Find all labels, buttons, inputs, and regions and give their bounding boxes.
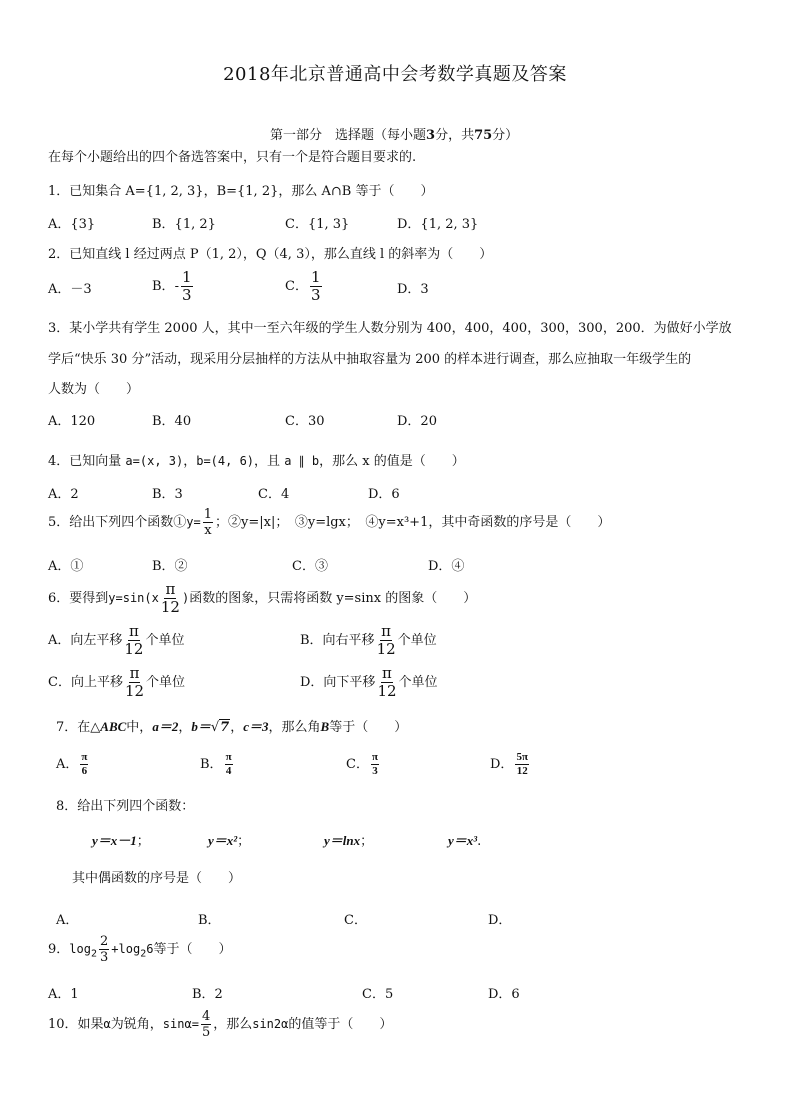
q8-stem: 8．给出下列四个函数： — [56, 799, 195, 814]
q6-a-pi: π — [129, 622, 139, 640]
q10-sin: sinα — [162, 1017, 192, 1031]
q6-b-fraction — [377, 624, 396, 657]
q9-log1: log — [69, 942, 91, 956]
q6-c-denominator: 12 — [124, 682, 145, 700]
q2-b-numerator: 1 — [181, 268, 192, 286]
section-points-each: 3 — [426, 128, 436, 143]
q7-a-numerator: π — [81, 751, 88, 763]
q8-f3: y＝lnx — [324, 833, 361, 848]
q8-option-d: D． — [488, 913, 512, 928]
q8-function-3 — [324, 830, 373, 849]
q3-stem-line1: 3．某小学共有学生 2000 人，其中一至六年级的学生人数分别为 400，400，400，300，300，200．为做好小学放 — [48, 321, 732, 336]
q7-triangle: ABC — [100, 719, 127, 734]
q6-pre: 6．要得到 — [48, 591, 109, 606]
q7-d-fraction — [515, 752, 529, 777]
q3-option-a: A．120 — [48, 414, 96, 429]
q4-option-d: D．6 — [368, 487, 400, 502]
q7-b-label: B． — [200, 757, 223, 772]
q5-option-d: D．④ — [428, 559, 465, 574]
q8-f3-semi: ； — [360, 834, 374, 849]
q4-stem — [48, 450, 465, 469]
q6-option-c — [48, 666, 185, 699]
q9-base2: 2 — [140, 948, 147, 960]
q2-option-c-fraction — [310, 270, 322, 303]
q6-a-unit: 个单位 — [145, 633, 185, 648]
q6-c-label: C．向上平移 — [48, 675, 123, 690]
q8-function-1 — [92, 830, 150, 849]
q9-numerator: 2 — [100, 934, 109, 949]
section-mid: 分，共 — [435, 128, 475, 143]
q9-option-d: D．6 — [488, 987, 520, 1002]
q6-option-d — [300, 666, 438, 699]
q7-b-fraction — [225, 752, 233, 777]
q6-b-unit: 个单位 — [397, 633, 437, 648]
q2-option-c-label: C． — [285, 279, 308, 294]
q6-function: y=sin(x — [108, 591, 159, 605]
q9-fraction — [99, 935, 109, 964]
q7-sqrt-sign: √ — [210, 720, 220, 735]
q2-c-denominator: 3 — [310, 286, 321, 304]
section-points-total: 75 — [474, 128, 493, 143]
q9-base1: 2 — [90, 948, 97, 960]
q2-option-b — [152, 270, 195, 303]
q6-denominator: 12 — [160, 598, 180, 616]
q10-post: 的值等于（ ） — [288, 1017, 393, 1032]
q7-c-numerator: π — [371, 751, 378, 763]
q7-end: 等于（ ） — [329, 720, 408, 735]
q8-function-4 — [448, 830, 481, 849]
q8-f2-semi: ； — [237, 834, 251, 849]
q1-option-b: B．{1, 2} — [152, 217, 216, 232]
q10-mid2: ，那么 — [213, 1017, 253, 1032]
q8-f4: y＝x³ — [448, 833, 478, 848]
q3-option-b: B．40 — [152, 414, 192, 429]
q4-and: ，且 — [254, 454, 281, 469]
q7-b-denominator: 4 — [225, 765, 232, 777]
q3-option-d: D．20 — [397, 414, 437, 429]
q4-pre: 4．已知向量 — [48, 454, 122, 469]
q7-mid: 中， — [126, 720, 153, 735]
q9-stem — [48, 935, 231, 964]
q8-option-c: C． — [344, 913, 367, 928]
q2-stem: 2．已知直线 l 经过两点 P（1, 2），Q（4, 3），那么直线 l 的斜率为（ ） — [48, 247, 493, 262]
q6-c-fraction — [125, 666, 144, 699]
q5-f1-numerator: 1 — [203, 507, 213, 522]
q2-b-denominator: 3 — [181, 286, 192, 304]
q9-option-b: B．2 — [192, 987, 223, 1002]
q7-a-label: A． — [56, 757, 79, 772]
q8-function-2 — [208, 830, 250, 849]
q6-stem — [48, 582, 476, 615]
q7-post: ，那么角 — [268, 720, 321, 735]
q7-a-eq: a＝2 — [152, 719, 179, 734]
q5-f1: y= — [186, 515, 201, 529]
q9-option-a: A．1 — [48, 987, 79, 1002]
q5-pre: 5．给出下列四个函数① — [48, 515, 187, 530]
q7-d-label: D． — [490, 757, 514, 772]
page-title: 2018年北京普通高中会考数学真题及答案 — [223, 64, 567, 85]
q6-pi: π — [165, 580, 176, 598]
q5-option-b: B．② — [152, 559, 188, 574]
q4-vector-b: b=(4, 6) — [196, 454, 255, 468]
q7-d-numerator: 5π — [516, 751, 528, 763]
q7-option-c — [346, 752, 381, 777]
q7-pre: 7．在△ — [56, 720, 101, 735]
q7-b-eq: b＝ — [191, 719, 211, 734]
q3-option-c: C．30 — [285, 414, 325, 429]
q5-option-a: A．① — [48, 559, 84, 574]
q8-option-b: B． — [198, 913, 221, 928]
q10-eq: = — [191, 1017, 199, 1031]
q5-option-c: C．③ — [292, 559, 328, 574]
q7-a-fraction — [80, 752, 88, 777]
q6-b-pi: π — [381, 622, 392, 640]
q6-b-label: B．向右平移 — [300, 633, 375, 648]
q9-pre: 9． — [48, 942, 70, 957]
q10-mid: 为锐角， — [110, 1017, 163, 1032]
q5-stem — [48, 508, 610, 537]
q4-comma: ， — [183, 454, 197, 469]
q7-b-numerator: π — [225, 751, 232, 763]
section-header — [270, 124, 518, 143]
q2-option-a: A．－3 — [48, 282, 92, 297]
q1-stem: 1．已知集合 A={1, 2, 3}，B={1, 2}，那么 A∩B 等于（ ） — [48, 184, 434, 199]
q6-d-unit: 个单位 — [398, 675, 438, 690]
q10-sin2: sin2α — [252, 1017, 289, 1031]
q1-option-a: A．{3} — [48, 217, 96, 232]
q5-f1-denominator: x — [204, 523, 212, 538]
q6-d-pi: π — [382, 664, 392, 682]
q7-stem — [56, 716, 407, 735]
q4-post: ，那么 x 的值是（ ） — [319, 454, 465, 469]
q5-f1-fraction — [203, 508, 213, 537]
q6-c-pi: π — [129, 664, 140, 682]
q4-vector-a: a=(x, 3) — [125, 454, 184, 468]
q10-pre: 10．如果 — [48, 1017, 104, 1032]
q10-alpha: α — [103, 1017, 111, 1031]
q6-close: ) — [181, 591, 190, 605]
q2-option-b-label: B． — [152, 279, 175, 294]
q6-fraction — [161, 582, 180, 615]
q4-parallel: a ∥ b — [284, 454, 320, 468]
q8-option-a: A． — [56, 913, 79, 928]
q7-option-a — [56, 752, 90, 777]
q8-f2: y＝x² — [208, 833, 238, 848]
q2-option-b-fraction — [181, 270, 193, 303]
q7-option-b — [200, 752, 235, 777]
q6-d-denominator: 12 — [377, 682, 397, 700]
q6-d-label: D．向下平移 — [300, 675, 376, 690]
q10-stem — [48, 1010, 392, 1039]
q8-f4-dot: . — [477, 834, 482, 849]
q2-c-numerator: 1 — [310, 268, 321, 286]
q7-sep2: ， — [230, 720, 244, 735]
q2-option-b-sign: - — [174, 279, 179, 294]
q8-f1: y＝x－1 — [92, 833, 137, 848]
q6-post: 函数的图象，只需将函数 y=sinx 的图象（ ） — [189, 591, 477, 606]
q10-fraction — [201, 1010, 211, 1039]
q9-option-c: C．5 — [362, 987, 394, 1002]
q7-c-label: C． — [346, 757, 369, 772]
q6-b-denominator: 12 — [376, 640, 396, 658]
q2-option-d: D．3 — [397, 282, 429, 297]
q6-a-label: A．向左平移 — [48, 633, 123, 648]
q3-stem-line2: 学后“快乐 30 分”活动，现采用分层抽样的方法从中抽取容量为 200 的样本进行调查，那么应抽取一年级学生的 — [48, 352, 692, 367]
q4-option-b: B．3 — [152, 487, 183, 502]
q8-f1-semi: ； — [136, 834, 150, 849]
q4-option-a: A．2 — [48, 487, 79, 502]
q1-option-c: C．{1, 3} — [285, 217, 350, 232]
q7-a-denominator: 6 — [81, 765, 88, 777]
q7-c-denominator: 3 — [372, 765, 378, 777]
q7-sep1: ， — [178, 720, 192, 735]
q3-stem-line3: 人数为（ ） — [48, 382, 140, 397]
q6-c-unit: 个单位 — [146, 675, 186, 690]
q6-option-b — [300, 624, 437, 657]
q7-angle-b: B — [320, 719, 330, 734]
q10-numerator: 4 — [201, 1009, 211, 1024]
q9-denominator: 3 — [100, 950, 109, 965]
q6-option-a — [48, 624, 185, 657]
section-label: 第一部分 选择题（每小题 — [270, 128, 427, 143]
q6-d-fraction — [377, 666, 396, 699]
q8-question: 其中偶函数的序号是（ ） — [72, 871, 242, 886]
q9-post: 等于（ ） — [153, 942, 232, 957]
instruction: 在每个小题给出的四个备选答案中，只有一个是符合题目要求的. — [48, 150, 417, 165]
q4-option-c: C．4 — [258, 487, 290, 502]
q10-denominator: 5 — [201, 1025, 211, 1040]
q7-c-fraction — [371, 752, 379, 777]
q7-b-radicand: 7 — [220, 720, 230, 735]
q7-c-eq: c＝3 — [243, 719, 269, 734]
q7-d-denominator: 12 — [516, 765, 528, 777]
q5-rest: ；②y=|x|； ③y=lgx； ④y=x³+1，其中奇函数的序号是（ ） — [215, 515, 611, 530]
q7-option-d — [490, 752, 531, 777]
q9-arg: 6 — [146, 942, 154, 956]
q1-option-d: D．{1, 2, 3} — [397, 217, 479, 232]
q2-option-c — [285, 270, 324, 303]
section-end: 分） — [492, 128, 519, 143]
q6-a-denominator: 12 — [124, 640, 144, 658]
q9-plus-log: +log — [111, 942, 141, 956]
q6-a-fraction — [124, 624, 143, 657]
